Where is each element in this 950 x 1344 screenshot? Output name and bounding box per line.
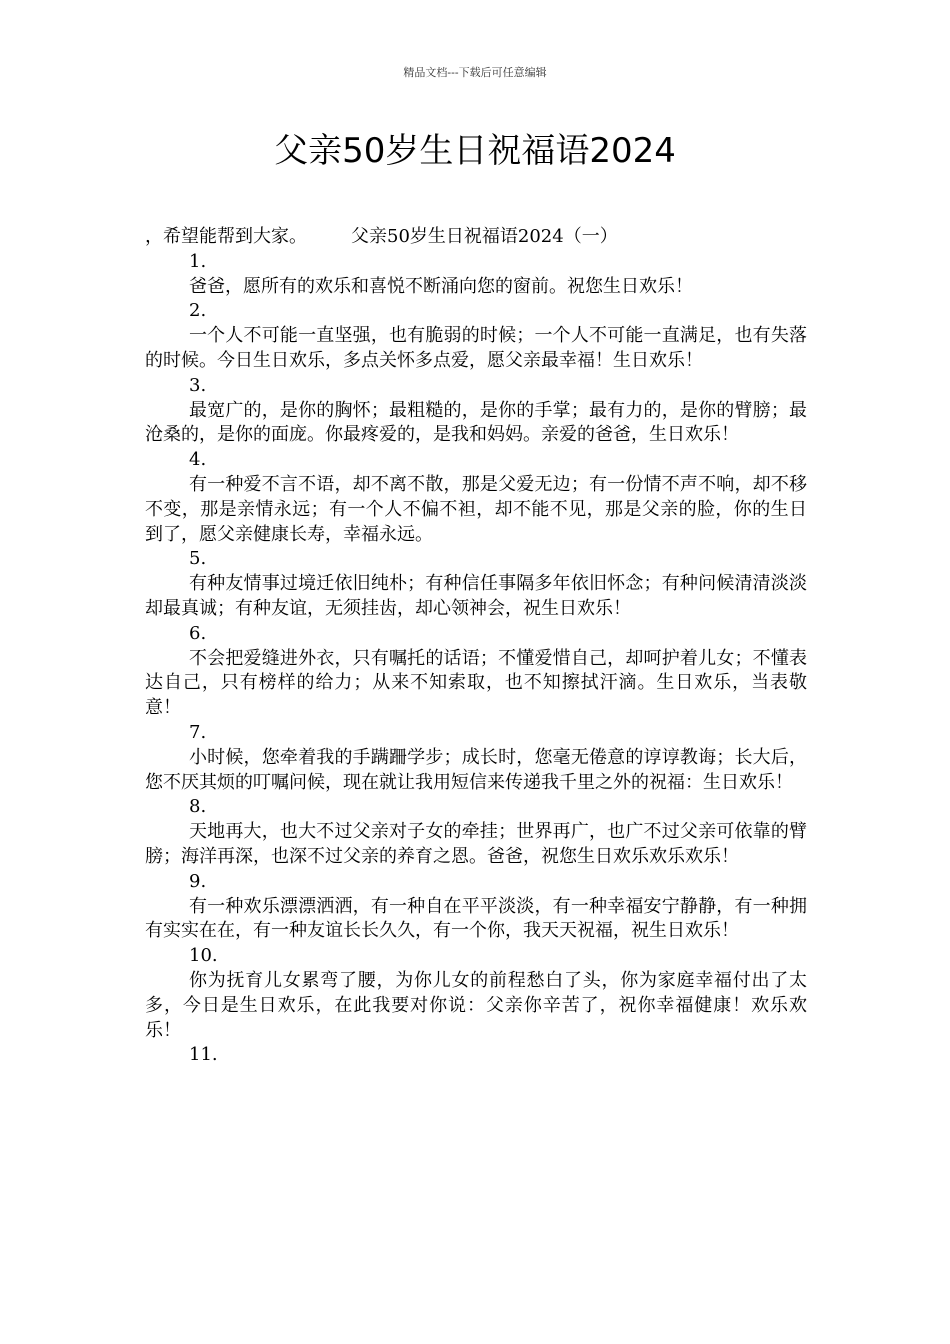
item-number: 9. bbox=[189, 870, 207, 892]
blessing-list bbox=[145, 250, 807, 1068]
item-number: 3. bbox=[189, 374, 207, 396]
item-number: 8. bbox=[189, 796, 207, 818]
intro-left-text: ，希望能帮到大家。 bbox=[145, 226, 307, 247]
item-number: 6. bbox=[189, 622, 207, 644]
item-number: 7. bbox=[189, 721, 207, 743]
document-title: 父亲50岁生日祝福语2024 bbox=[274, 131, 676, 171]
item-number: 11. bbox=[189, 1044, 218, 1066]
page-header: 精品文档---下载后可任意编辑 bbox=[403, 66, 547, 79]
item-number: 1. bbox=[189, 250, 207, 272]
item-text: 有一种欢乐漂漂洒洒，有一种自在平平淡淡，有一种幸福安宁静静，有一种拥有实实在在，有一种友谊长长久久，有一个你，我天天祝福，祝生日欢乐！ bbox=[145, 895, 807, 942]
intro-line bbox=[145, 225, 807, 250]
item-number: 2. bbox=[189, 300, 207, 322]
item-number: 5. bbox=[189, 548, 207, 570]
item-text: 最宽广的，是你的胸怀；最粗糙的，是你的手掌；最有力的，是你的臂膀；最沧桑的，是你的面庞。你最疼爱的，是我和妈妈。亲爱的爸爸，生日欢乐！ bbox=[145, 399, 807, 446]
section-heading: 父亲50岁生日祝福语2024（一） bbox=[351, 226, 618, 247]
item-text: 一个人不可能一直坚强，也有脆弱的时候；一个人不可能一直满足，也有失落的时候。今日生日欢乐，多点关怀多点爱，愿父亲最幸福！生日欢乐！ bbox=[145, 325, 807, 371]
document-body bbox=[145, 225, 807, 1068]
item-text: 爸爸，愿所有的欢乐和喜悦不断涌向您的窗前。祝您生日欢乐！ bbox=[189, 275, 693, 297]
item-text: 小时候，您牵着我的手蹒跚学步；成长时，您毫无倦意的谆谆教诲；长大后，您不厌其烦的叮嘱问候，现在就让我用短信来传递我千里之外的祝福：生日欢乐！ bbox=[145, 746, 807, 793]
item-text: 天地再大，也大不过父亲对子女的牵挂；世界再广，也广不过父亲可依靠的臂膀；海洋再深，也深不过父亲的养育之恩。爸爸，祝您生日欢乐欢乐欢乐！ bbox=[145, 821, 807, 867]
item-number: 4. bbox=[189, 449, 207, 471]
item-text: 不会把爱缝进外衣，只有嘱托的话语；不懂爱惜自己，却呵护着儿女；不懂表达自己，只有榜样的给力；从来不知索取，也不知擦拭汗滴。生日欢乐，当表敬意！ bbox=[145, 647, 807, 719]
item-text: 你为抚育儿女累弯了腰，为你儿女的前程愁白了头，你为家庭幸福付出了太多，今日是生日欢乐，在此我要对你说：父亲你辛苦了，祝你幸福健康！欢乐欢乐！ bbox=[145, 969, 807, 1041]
item-text: 有种友情事过境迁依旧纯朴；有种信任事隔多年依旧怀念；有种问候清清淡淡却最真诚；有种友谊，无须挂齿，却心领神会，祝生日欢乐！ bbox=[145, 573, 807, 619]
item-text: 有一种爱不言不语，却不离不散，那是父爱无边；有一份情不声不响，却不移不变，那是亲情永远；有一个人不偏不袒，却不能不见，那是父亲的脸，你的生日到了，愿父亲健康长寿，幸福永远。 bbox=[145, 473, 807, 545]
item-number: 10. bbox=[189, 945, 218, 967]
